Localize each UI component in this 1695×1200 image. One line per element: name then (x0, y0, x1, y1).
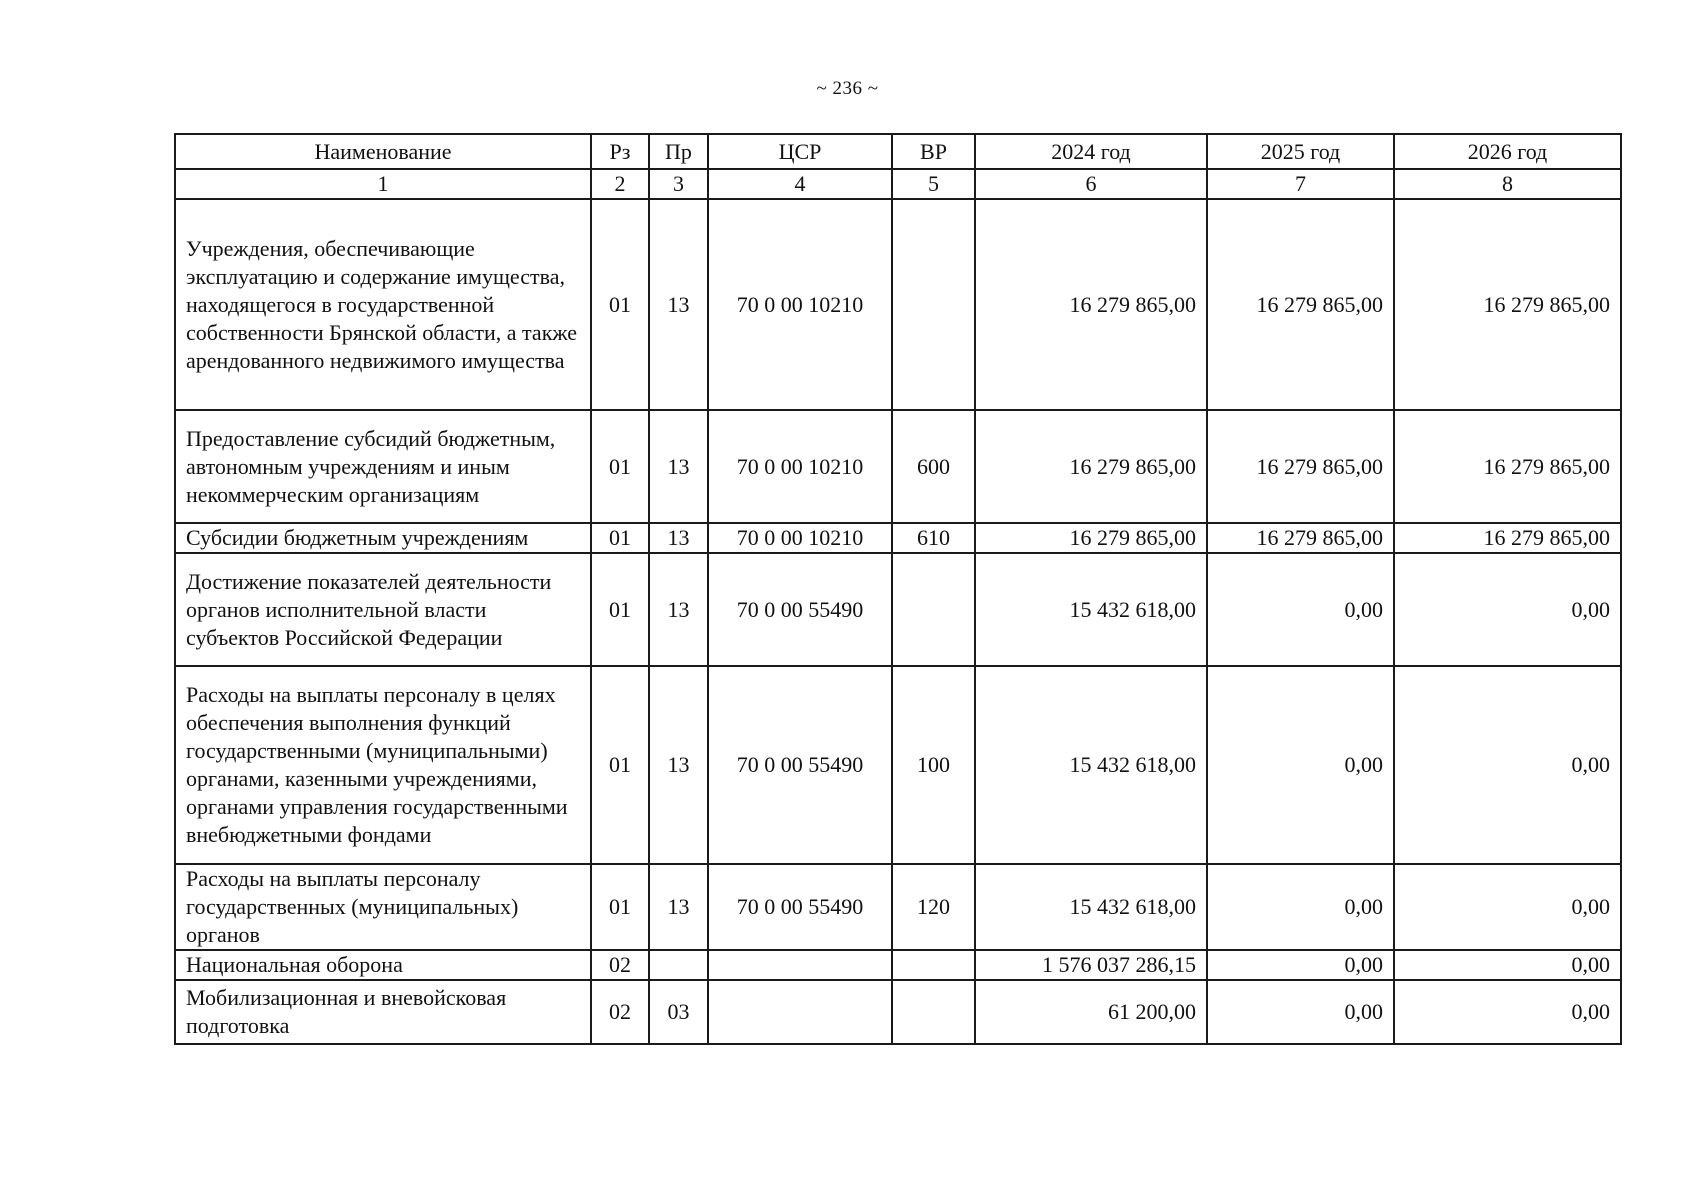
table-row (175, 523, 1621, 553)
row-2025: 0,00 (1207, 864, 1394, 950)
row-vr: 120 (892, 864, 975, 950)
row-2025: 0,00 (1207, 950, 1394, 980)
header-name: Наименование (175, 134, 591, 169)
column-number: 3 (649, 169, 708, 199)
row-name: Расходы на выплаты персоналу в целях обеспечения выполнения функций государственными (муниципальными) органами, казенными учреждениями, органами управления государственными внебюджетными фондами (175, 666, 591, 864)
row-2026: 16 279 865,00 (1394, 523, 1621, 553)
row-2025: 16 279 865,00 (1207, 523, 1394, 553)
row-2024: 15 432 618,00 (975, 666, 1207, 864)
row-2025: 0,00 (1207, 666, 1394, 864)
row-2024: 1 576 037 286,15 (975, 950, 1207, 980)
row-pr: 03 (649, 980, 708, 1044)
row-2024: 61 200,00 (975, 980, 1207, 1044)
row-pr: 13 (649, 199, 708, 410)
row-csr: 70 0 00 10210 (708, 410, 892, 523)
table-row (175, 666, 1621, 864)
header-2025: 2025 год (1207, 134, 1394, 169)
row-name: Расходы на выплаты персоналу государственных (муниципальных) органов (175, 864, 591, 950)
row-2024: 16 279 865,00 (975, 523, 1207, 553)
header-pr: Пр (649, 134, 708, 169)
column-number-row (175, 169, 1621, 199)
row-2026: 16 279 865,00 (1394, 410, 1621, 523)
row-csr: 70 0 00 55490 (708, 666, 892, 864)
row-pr (649, 950, 708, 980)
row-name: Национальная оборона (175, 950, 591, 980)
row-2025: 16 279 865,00 (1207, 199, 1394, 410)
row-2026: 0,00 (1394, 666, 1621, 864)
header-2024: 2024 год (975, 134, 1207, 169)
row-pr: 13 (649, 553, 708, 666)
header-2026: 2026 год (1394, 134, 1621, 169)
row-pr: 13 (649, 523, 708, 553)
header-vr: ВР (892, 134, 975, 169)
header-csr: ЦСР (708, 134, 892, 169)
row-name: Учреждения, обеспечивающие эксплуатацию и содержание имущества, находящегося в государственной собственности Брянской области, а также арендованного недвижимого имущества (175, 199, 591, 410)
row-2024: 16 279 865,00 (975, 410, 1207, 523)
row-csr: 70 0 00 55490 (708, 553, 892, 666)
row-2026: 0,00 (1394, 864, 1621, 950)
row-vr (892, 553, 975, 666)
row-csr: 70 0 00 55490 (708, 864, 892, 950)
row-vr: 610 (892, 523, 975, 553)
row-csr (708, 950, 892, 980)
budget-table (174, 133, 1622, 1045)
row-name: Предоставление субсидий бюджетным, автономным учреждениям и иным некоммерческим организациям (175, 410, 591, 523)
page-number: ~ 236 ~ (816, 78, 879, 99)
column-number: 4 (708, 169, 892, 199)
row-vr (892, 980, 975, 1044)
row-rz: 01 (591, 666, 649, 864)
row-csr: 70 0 00 10210 (708, 523, 892, 553)
row-2025: 16 279 865,00 (1207, 410, 1394, 523)
row-rz: 01 (591, 410, 649, 523)
row-rz: 02 (591, 950, 649, 980)
row-rz: 01 (591, 864, 649, 950)
column-number: 8 (1394, 169, 1621, 199)
row-rz: 01 (591, 553, 649, 666)
row-name: Субсидии бюджетным учреждениям (175, 523, 591, 553)
row-2026: 0,00 (1394, 980, 1621, 1044)
table-row (175, 950, 1621, 980)
row-csr: 70 0 00 10210 (708, 199, 892, 410)
row-vr (892, 199, 975, 410)
row-csr (708, 980, 892, 1044)
column-number: 2 (591, 169, 649, 199)
table-row (175, 553, 1621, 666)
row-2025: 0,00 (1207, 553, 1394, 666)
row-pr: 13 (649, 410, 708, 523)
column-number: 5 (892, 169, 975, 199)
row-pr: 13 (649, 864, 708, 950)
header-row (175, 134, 1621, 169)
row-name: Достижение показателей деятельности органов исполнительной власти субъектов Российской Федерации (175, 553, 591, 666)
row-name: Мобилизационная и вневойсковая подготовка (175, 980, 591, 1044)
row-vr: 100 (892, 666, 975, 864)
header-rz: Рз (591, 134, 649, 169)
row-2026: 0,00 (1394, 553, 1621, 666)
row-rz: 02 (591, 980, 649, 1044)
table-row (175, 980, 1621, 1044)
column-number: 6 (975, 169, 1207, 199)
column-number: 7 (1207, 169, 1394, 199)
column-number: 1 (175, 169, 591, 199)
row-pr: 13 (649, 666, 708, 864)
row-2026: 0,00 (1394, 950, 1621, 980)
table-row (175, 199, 1621, 410)
row-2024: 15 432 618,00 (975, 864, 1207, 950)
table-row (175, 864, 1621, 950)
row-2025: 0,00 (1207, 980, 1394, 1044)
row-rz: 01 (591, 199, 649, 410)
row-vr (892, 950, 975, 980)
row-2024: 15 432 618,00 (975, 553, 1207, 666)
row-rz: 01 (591, 523, 649, 553)
row-2026: 16 279 865,00 (1394, 199, 1621, 410)
row-vr: 600 (892, 410, 975, 523)
row-2024: 16 279 865,00 (975, 199, 1207, 410)
table-row (175, 410, 1621, 523)
